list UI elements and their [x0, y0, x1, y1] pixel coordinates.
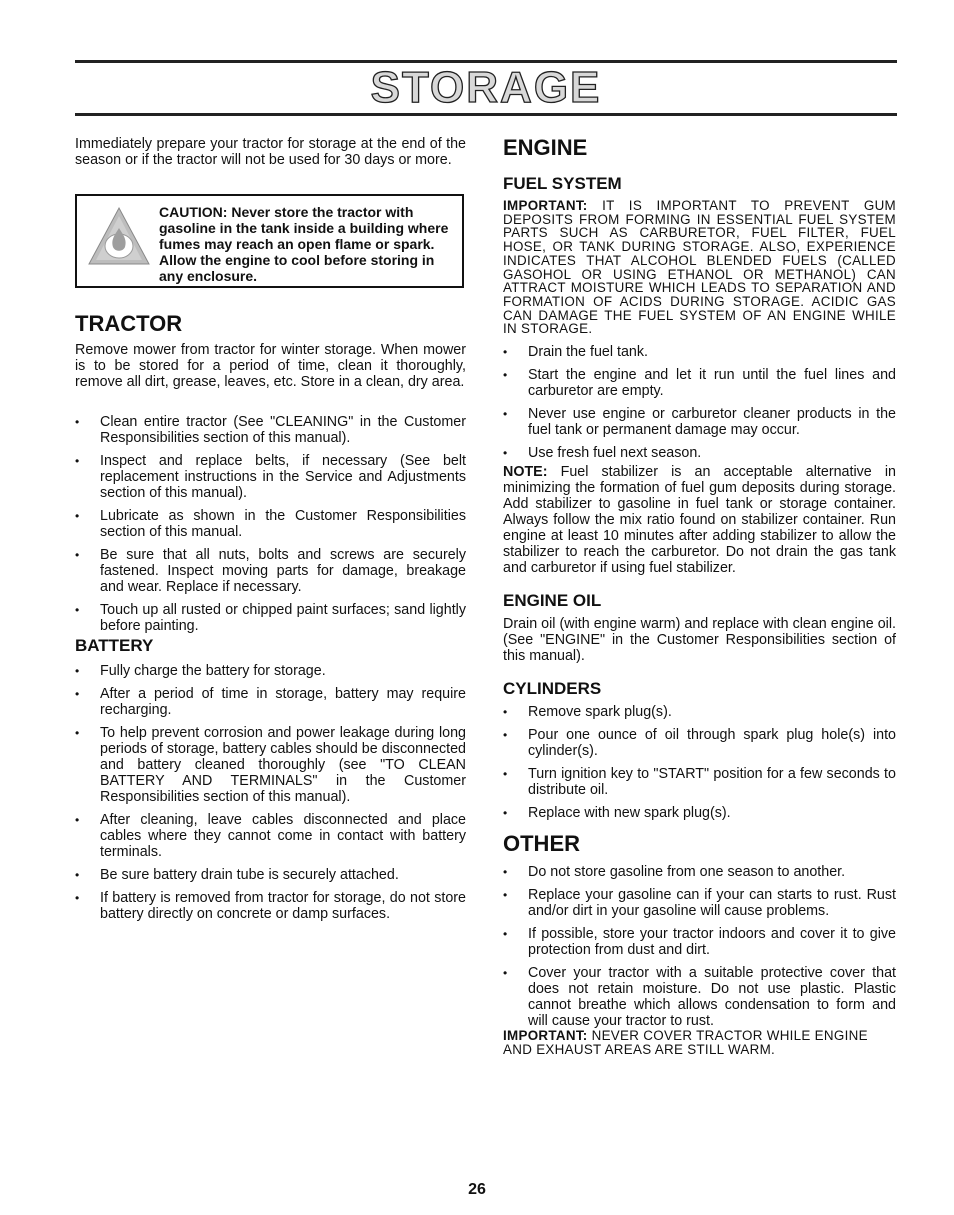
list-item: • Inspect and replace belts, if necessary (See belt replacement instructions in the Service and Adjustments section of this manual).	[75, 453, 466, 501]
list-item: • Lubricate as shown in the Customer Responsibilities section of this manual.	[75, 508, 466, 540]
list-item: • After cleaning, leave cables disconnected and place cables where they cannot come in contact with battery terminals.	[75, 812, 466, 860]
fuel-system-heading: FUEL SYSTEM	[503, 174, 622, 193]
fuel-note-paragraph	[503, 464, 896, 576]
list-item: • Clean entire tractor (See "CLEANING" in the Customer Responsibilities section of this manual).	[75, 414, 466, 446]
note-text: Fuel stabilizer is an acceptable alternative in minimizing the formation of fuel gum deposits during storage. Add stabilizer to gasoline in fuel tank or storage container. Always follow the mix ratio found on stabilizer container. Run engine at least 10 minutes after adding stabilizer to allow the stabilizer to reach the carburetor. Do not drain the gas tank and carburetor if using fuel stabilizer.	[503, 464, 896, 576]
list-item: • Be sure that all nuts, bolts and screws are securely fastened. Inspect moving parts for damage, breakage and wear. Replace if necessary.	[75, 547, 466, 595]
list-item: • If possible, store your tractor indoors and cover it to give protection from dust and dirt.	[503, 926, 896, 958]
other-heading: OTHER	[503, 831, 580, 856]
engine-oil-heading: ENGINE OIL	[503, 591, 602, 610]
list-item: • Start the engine and let it run until the fuel lines and carburetor are empty.	[503, 367, 896, 399]
tractor-heading: TRACTOR	[75, 311, 183, 336]
important-text: NEVER COVER TRACTOR WHILE ENGINE AND EXHAUST AREAS ARE STILL WARM.	[503, 1028, 868, 1057]
bottom-rule	[75, 113, 897, 116]
other-list	[503, 864, 896, 1029]
list-item: • Turn ignition key to "START" position for a few seconds to distribute oil.	[503, 766, 896, 798]
caution-text: Never store the tractor with gasoline in the tank inside a building where fumes may reach an open flame or spark. Allow the engine to cool before storing in any enclosure.	[159, 204, 449, 284]
list-item: • Pour one ounce of oil through spark plug hole(s) into cylinder(s).	[503, 727, 896, 759]
list-item: • Be sure battery drain tube is securely attached.	[75, 867, 399, 883]
cylinders-heading: CYLINDERS	[503, 679, 602, 698]
list-item: • Use fresh fuel next season.	[503, 445, 702, 461]
important-label: IMPORTANT:	[503, 1028, 588, 1043]
cylinders-list	[503, 704, 896, 821]
list-item: • To help prevent corrosion and power leakage during long periods of storage, battery cables should be disconnected and battery cleaned thoroughly (see "TO CLEAN BATTERY AND TERMINALS" in the Customer Responsibilities section of this manual).	[75, 725, 466, 805]
list-item: • Replace your gasoline can if your can starts to rust. Rust and/or dirt in your gasoline will cause problems.	[503, 887, 896, 919]
battery-list	[75, 663, 466, 922]
tractor-paragraph: Remove mower from tractor for winter storage. When mower is to be stored for a period of time, clean it thoroughly, remove all dirt, grease, leaves, etc. Store in a clean, dry area.	[75, 342, 466, 390]
list-item: • Drain the fuel tank.	[503, 344, 649, 360]
other-important-paragraph	[503, 1029, 896, 1056]
important-text: IT IS IMPORTANT TO PREVENT GUM DEPOSITS FROM FORMING IN ESSENTIAL FUEL SYSTEM PARTS SUCH AS CARBURETOR, FUEL FILTER, FUEL HOSE, OR TANK DURING STORAGE. ALSO, EXPERIENCE INDICATES THAT ALCOHOL BLENDED FUELS (CALLED GASOHOL OR USING ETHANOL OR METHANOL) CAN ATTRACT MOISTURE WHICH LEADS TO SEPARATION AND FORMATION OF ACIDS DURING STORAGE. ACIDIC GAS CAN DAMAGE THE FUEL SYSTEM OF AN ENGINE WHILE IN STORAGE.	[503, 198, 896, 337]
list-item: • Cover your tractor with a suitable protective cover that does not retain moisture. Do not use plastic. Plastic cannot breathe which allows condensation to form and will cause your tractor to rust.	[503, 965, 896, 1029]
caution-message	[159, 204, 455, 284]
page-number: 26	[468, 1181, 486, 1198]
list-item: • Replace with new spark plug(s).	[503, 805, 731, 821]
battery-heading: BATTERY	[75, 636, 154, 655]
list-item: • Touch up all rusted or chipped paint surfaces; sand lightly before painting.	[75, 602, 466, 634]
intro-paragraph: Immediately prepare your tractor for storage at the end of the season or if the tractor will not be used for 30 days or more.	[75, 136, 466, 168]
list-item: • After a period of time in storage, battery may require recharging.	[75, 686, 466, 718]
list-item: • Remove spark plug(s).	[503, 704, 672, 720]
warning-triangle-icon	[87, 206, 151, 266]
important-label: IMPORTANT:	[503, 198, 588, 213]
tractor-list	[75, 414, 466, 634]
engine-heading: ENGINE	[503, 135, 588, 160]
engine-oil-paragraph: Drain oil (with engine warm) and replace with clean engine oil. (See "ENGINE" in the Customer Responsibilities section of this manual).	[503, 616, 896, 664]
page-title: STORAGE	[370, 63, 602, 112]
list-item: • Do not store gasoline from one season to another.	[503, 864, 846, 880]
list-item: • If battery is removed from tractor for storage, do not store battery directly on concrete or damp surfaces.	[75, 890, 466, 922]
caution-label: CAUTION:	[159, 204, 228, 220]
fuel-important-paragraph	[503, 199, 896, 336]
list-item: • Never use engine or carburetor cleaner products in the fuel tank or permanent damage may occur.	[503, 406, 896, 438]
list-item: • Fully charge the battery for storage.	[75, 663, 326, 679]
fuel-system-list	[503, 344, 896, 461]
caution-box	[75, 194, 464, 288]
note-label: NOTE:	[503, 464, 548, 480]
